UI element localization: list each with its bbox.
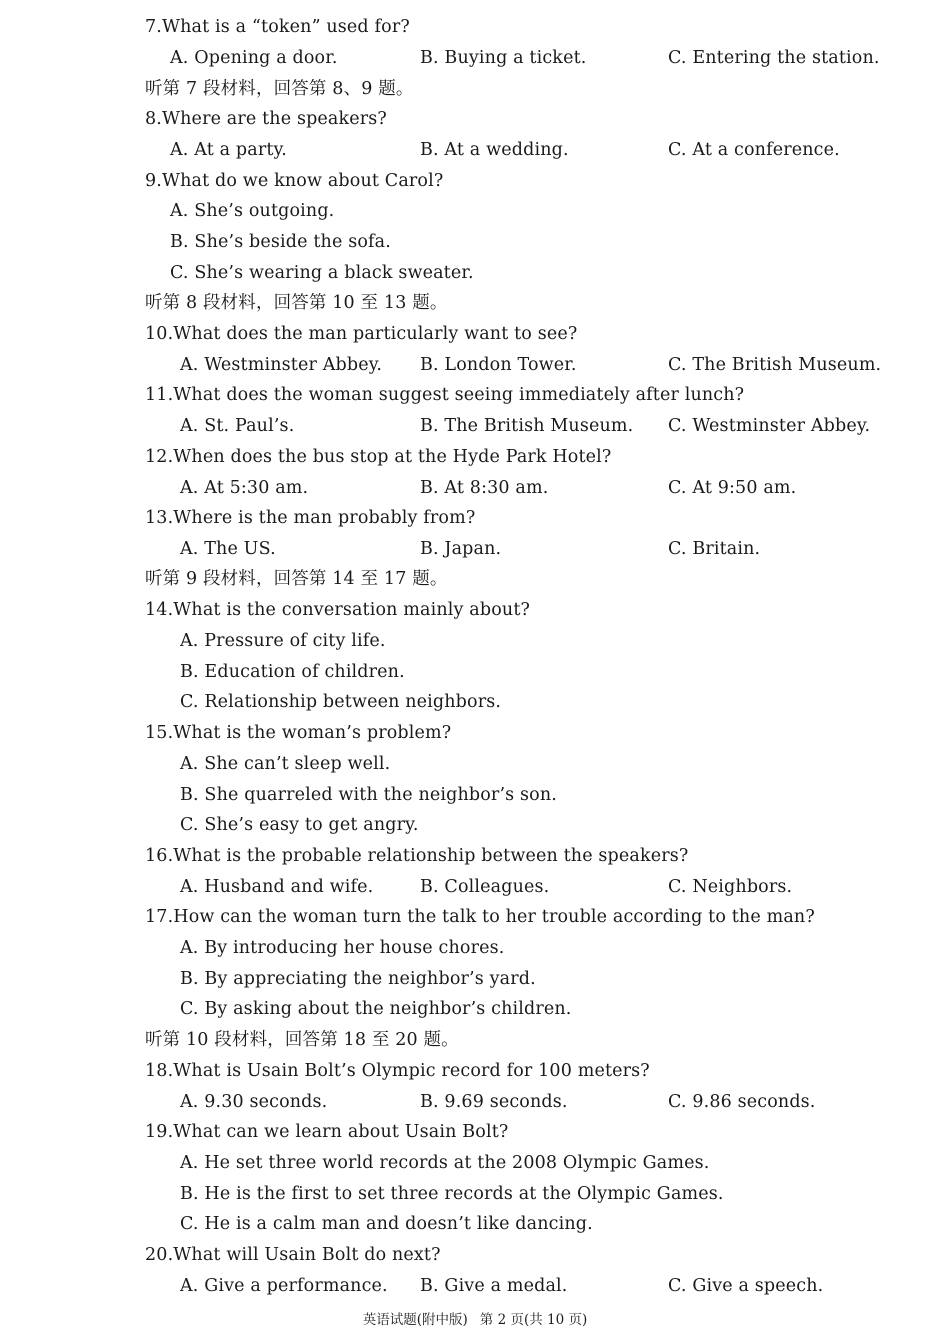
option-11c: C. Westminster Abbey. — [668, 416, 871, 436]
option-17c: C. By asking about the neighbor’s children. — [180, 999, 572, 1019]
option-8c: C. At a conference. — [668, 140, 840, 160]
question-number: 19. — [145, 1122, 174, 1142]
section-header-9: 听第 9 段材料，回答第 14 至 17 题。 — [145, 569, 448, 589]
question-text: What is the woman’s problem? — [173, 723, 452, 743]
option-17a: A. By introducing her house chores. — [180, 938, 505, 958]
option-12b: B. At 8:30 am. — [420, 478, 549, 498]
question-13 — [145, 507, 475, 529]
question-number: 9. — [145, 171, 162, 191]
question-number: 14. — [145, 600, 174, 620]
question-12 — [145, 446, 611, 468]
question-text: What does the man particularly want to see? — [173, 324, 578, 344]
option-18a: A. 9.30 seconds. — [180, 1092, 328, 1112]
option-19c: C. He is a calm man and doesn’t like dancing. — [180, 1214, 593, 1234]
question-number: 18. — [145, 1061, 174, 1081]
section-header-8: 听第 8 段材料，回答第 10 至 13 题。 — [145, 293, 448, 313]
question-11 — [145, 384, 744, 406]
question-8 — [145, 108, 387, 130]
question-9 — [145, 170, 443, 192]
question-10 — [145, 323, 577, 345]
option-18c: C. 9.86 seconds. — [668, 1092, 816, 1112]
option-15a: A. She can’t sleep well. — [180, 754, 391, 774]
option-20b: B. Give a medal. — [420, 1276, 568, 1296]
option-17b: B. By appreciating the neighbor’s yard. — [180, 969, 536, 989]
question-text: What is the probable relationship between the speakers? — [173, 846, 689, 866]
question-7 — [145, 16, 410, 38]
question-15 — [145, 722, 451, 744]
option-13a: A. The US. — [180, 539, 276, 559]
option-11a: A. St. Paul’s. — [180, 416, 295, 436]
question-number: 10. — [145, 324, 174, 344]
option-7b: B. Buying a ticket. — [420, 48, 587, 68]
question-text: What is the conversation mainly about? — [173, 600, 531, 620]
question-text: How can the woman turn the talk to her trouble according to the man? — [173, 907, 815, 927]
question-19 — [145, 1121, 508, 1143]
option-16c: C. Neighbors. — [668, 877, 793, 897]
option-13b: B. Japan. — [420, 539, 502, 559]
option-14c: C. Relationship between neighbors. — [180, 692, 502, 712]
option-9b: B. She’s beside the sofa. — [170, 232, 391, 252]
page-footer — [0, 1311, 950, 1329]
option-12a: A. At 5:30 am. — [180, 478, 309, 498]
question-text: Where is the man probably from? — [173, 508, 476, 528]
option-16a: A. Husband and wife. — [180, 877, 374, 897]
section-header-7: 听第 7 段材料，回答第 8、9 题。 — [145, 79, 414, 99]
option-9c: C. She’s wearing a black sweater. — [170, 263, 474, 283]
question-18 — [145, 1060, 650, 1082]
option-20c: C. Give a speech. — [668, 1276, 824, 1296]
question-16 — [145, 845, 688, 867]
option-14b: B. Education of children. — [180, 662, 405, 682]
question-text: What does the woman suggest seeing immediately after lunch? — [173, 385, 745, 405]
option-10a: A. Westminster Abbey. — [180, 355, 383, 375]
question-20 — [145, 1244, 441, 1266]
option-10c: C. The British Museum. — [668, 355, 882, 375]
section-header-10: 听第 10 段材料，回答第 18 至 20 题。 — [145, 1030, 459, 1050]
option-13c: C. Britain. — [668, 539, 761, 559]
option-7c: C. Entering the station. — [668, 48, 880, 68]
option-15c: C. She’s easy to get angry. — [180, 815, 419, 835]
option-9a: A. She’s outgoing. — [170, 201, 335, 221]
question-text: When does the bus stop at the Hyde Park Hotel? — [173, 447, 612, 467]
question-number: 20. — [145, 1245, 174, 1265]
question-number: 16. — [145, 846, 174, 866]
option-19b: B. He is the first to set three records at the Olympic Games. — [180, 1184, 724, 1204]
question-text: What will Usain Bolt do next? — [173, 1245, 441, 1265]
question-text: What is a “token” used for? — [162, 17, 410, 37]
option-14a: A. Pressure of city life. — [180, 631, 386, 651]
option-11b: B. The British Museum. — [420, 416, 634, 436]
question-17 — [145, 906, 815, 928]
question-number: 17. — [145, 907, 174, 927]
option-7a: A. Opening a door. — [170, 48, 338, 68]
question-number: 11. — [145, 385, 174, 405]
option-15b: B. She quarreled with the neighbor’s son. — [180, 785, 557, 805]
question-number: 12. — [145, 447, 174, 467]
option-19a: A. He set three world records at the 2008 Olympic Games. — [180, 1153, 710, 1173]
option-18b: B. 9.69 seconds. — [420, 1092, 568, 1112]
option-16b: B. Colleagues. — [420, 877, 550, 897]
option-8b: B. At a wedding. — [420, 140, 569, 160]
option-20a: A. Give a performance. — [180, 1276, 388, 1296]
question-number: 7. — [145, 17, 162, 37]
footer-title: 英语试题(附中版) — [362, 1312, 468, 1328]
question-number: 15. — [145, 723, 174, 743]
question-text: What is Usain Bolt’s Olympic record for 100 meters? — [173, 1061, 650, 1081]
question-text: What do we know about Carol? — [162, 171, 444, 191]
question-number: 13. — [145, 508, 174, 528]
question-text: Where are the speakers? — [162, 109, 387, 129]
question-14 — [145, 599, 530, 621]
footer-page-number: 第 2 页(共 10 页) — [479, 1312, 588, 1328]
option-8a: A. At a party. — [170, 140, 287, 160]
question-text: What can we learn about Usain Bolt? — [173, 1122, 509, 1142]
option-12c: C. At 9:50 am. — [668, 478, 797, 498]
option-10b: B. London Tower. — [420, 355, 577, 375]
question-number: 8. — [145, 109, 162, 129]
